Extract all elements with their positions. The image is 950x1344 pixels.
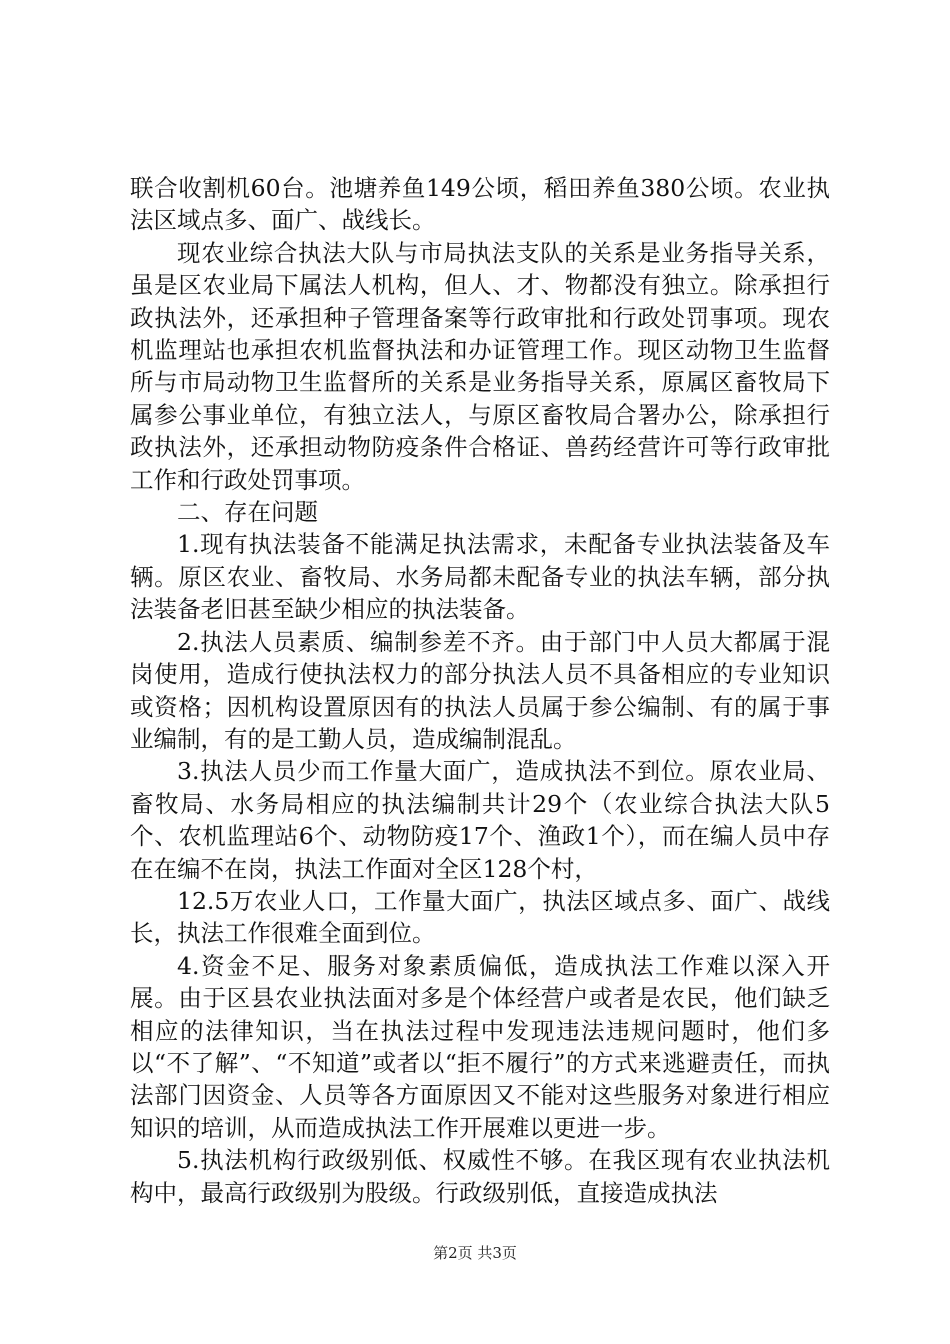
paragraph-problem-3: 3.执法人员少而工作量大面广，造成执法不到位。原农业局、畜牧局、水务局相应的执法编制共计29个（农业综合执法大队5个、农机监理站6个、动物防疫17个、渔政1个），而在编人员中存在在编不在岗，执法工作面对全区128个村， <box>130 757 830 883</box>
page-footer: 第2页 共3页 <box>433 1244 517 1262</box>
paragraph-problem-1: 1.现有执法装备不能满足执法需求，未配备专业执法装备及车辆。原区农业、畜牧局、水务局都未配备专业的执法车辆，部分执法装备老旧甚至缺少相应的执法装备。 <box>130 530 830 624</box>
paragraph-problem-2: 2.执法人员素质、编制参差不齐。由于部门中人员大都属于混岗使用，造成行使执法权力的部分执法人员不具备相应的专业知识或资格；因机构设置原因有的执法人员属于参公编制、有的属于事业编制，有的是工勤人员，造成编制混乱。 <box>130 627 830 753</box>
section-heading-problems: 二、存在问题 <box>177 498 318 527</box>
paragraph-problem-3-continued: 12.5万农业人口，工作量大面广，执法区域点多、面广、战线长，执法工作很难全面到位。 <box>130 886 830 948</box>
document-body <box>130 172 830 1209</box>
paragraph-continuation: 联合收割机60台。池塘养鱼149公顷，稻田养鱼380公顷。农业执法区域点多、面广、战线长。 <box>130 174 830 235</box>
paragraph-problem-4: 4.资金不足、服务对象素质偏低，造成执法工作难以深入开展。由于区县农业执法面对多是个体经营户或者是农民，他们缺乏相应的法律知识，当在执法过程中发现违法违规问题时，他们多以“不了解”、“不知道”或者以“拒不履行”的方式来逃避责任，而执法部门因资金、人员等各方面原因又不能对这些服务对象进行相应知识的培训，从而造成执法工作开展难以更进一步。 <box>130 951 830 1142</box>
paragraph-enforcement-relations: 现农业综合执法大队与市局执法支队的关系是业务指导关系，虽是区农业局下属法人机构，但人、才、物都没有独立。除承担行政执法外，还承担种子管理备案等行政审批和行政处罚事项。现农机监理站也承担农机监督执法和办证管理工作。现区动物卫生监督所与市局动物卫生监督所的关系是业务指导关系，原属区畜牧局下属参公事业单位，有独立法人，与原区畜牧局合署办公，除承担行政执法外，还承担动物防疫条件合格证、兽药经营许可等行政审批工作和行政处罚事项。 <box>130 238 830 494</box>
paragraph-problem-5: 5.执法机构行政级别低、权威性不够。在我区现有农业执法机构中，最高行政级别为股级。行政级别低，直接造成执法 <box>130 1146 830 1207</box>
